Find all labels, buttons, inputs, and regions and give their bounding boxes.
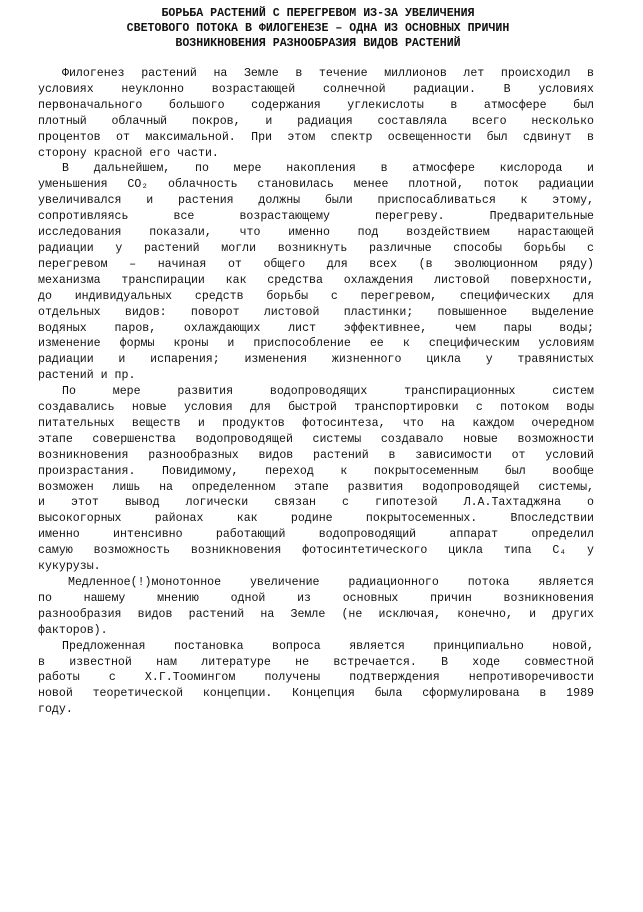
text-line: плотный облачный покров, и радиация составляла всего несколько (38, 114, 594, 128)
paragraph-2 (38, 161, 594, 384)
text-line: увеличивался и растения должны были приспосабливаться к этому, (38, 194, 594, 208)
text-line: Филогенез растений на Земле в течение миллионов лет происходил в (62, 67, 594, 80)
text-line: до индивидуальных средств борьбы с перегревом, специфических для (38, 289, 594, 303)
text-line: В дальнейшем, по мере накопления в атмосфере кислорода и (62, 162, 594, 176)
text-line: факторов). (38, 623, 108, 637)
document-body (38, 66, 594, 718)
text-line: исследования показали, что именно под воздействием нарастающей (38, 226, 594, 240)
text-line: этапе совершенства водопроводящей системы создавало новые возможности (38, 432, 594, 446)
text-line: Предложенная постановка вопроса является принципиально новой, (62, 639, 594, 653)
text-line: и этот вывод логически связан с гипотезой Л.А.Тахтаджяна о (38, 496, 594, 510)
text-line: радиации у растений могли возникнуть различные способы борьбы с (38, 241, 594, 255)
paragraph-3 (38, 384, 594, 575)
text-line: процентов от максимальной. При этом спектр освещенности был сдвинут в (38, 130, 594, 144)
text-line: растений и пр. (38, 369, 136, 383)
paragraph-1 (38, 66, 594, 161)
text-line: разнообразия видов растений на Земле (не исключая, конечно, и других (38, 607, 594, 621)
document-title (38, 6, 598, 51)
text-line: механизма транспирации как средства охлаждения листовой поверхности, (38, 273, 594, 287)
text-line: кукурузы. (38, 560, 101, 574)
paragraph-5 (38, 639, 594, 719)
text-line: году. (38, 703, 73, 717)
text-line: новой теоретической концепции. Концепция была сформулирована в 1989 (38, 687, 594, 701)
text-line: питательных веществ и продуктов фотосинтеза, что на каждом очередном (38, 416, 594, 430)
text-line: перегревом – начиная от общего для всех (в эволюционном ряду) (38, 257, 594, 271)
text-line: Медленное(!)монотонное увеличение радиационного потока является (68, 576, 594, 589)
text-line: сторону красной его части. (38, 146, 219, 160)
text-line: высокогорных районах как родине покрытосеменных. Впоследствии (38, 512, 594, 526)
text-line: возникновения разнообразных видов растений в зависимости от условий (38, 448, 594, 462)
text-line: уменьшения CO₂ облачность становилась менее плотной, поток радиации (38, 178, 594, 192)
title-line: СВЕТОВОГО ПОТОКА В ФИЛОГЕНЕЗЕ – ОДНА ИЗ ОСНОВНЫХ ПРИЧИН (126, 22, 510, 35)
text-line: изменение формы кроны и приспособление ее к специфическим условиям (38, 337, 594, 351)
text-line: условиях неуклонно возрастающей солнечной радиации. В условиях (38, 82, 594, 96)
title-line: БОРЬБА РАСТЕНИЙ С ПЕРЕГРЕВОМ ИЗ-ЗА УВЕЛИЧЕНИЯ (161, 7, 475, 20)
text-line: водяных паров, охлаждающих лист эффективнее, чем пары воды; (38, 321, 594, 335)
paragraph-4 (38, 575, 594, 639)
text-line: возможен лишь на определенном этапе развития водопроводящей системы, (38, 480, 594, 494)
text-line: в известной нам литературе не встречается. В ходе совместной (38, 655, 594, 669)
text-line: создавались новые условия для быстрой транспортировки с потоком воды (38, 401, 594, 415)
text-line: произрастания. Повидимому, переход к покрытосеменным был вообще (38, 464, 594, 478)
text-line: первоначального большого содержания углекислоты в атмосфере был (38, 98, 594, 112)
text-line: отдельных видов: поворот листовой пластинки; повышенное выделение (38, 305, 594, 319)
text-line: по нашему мнению одной из основных причин возникновения (38, 591, 594, 605)
text-line: радиации и испарения; изменения жизненного цикла у травянистых (38, 353, 594, 367)
text-line: именно интенсивно работающий водопроводящий аппарат определил (38, 528, 594, 542)
text-line: По мере развития водопроводящих транспирационных систем (62, 385, 594, 399)
text-line: сопротивляясь все возрастающему перегреву. Предварительные (38, 210, 594, 224)
text-line: самую возможность возникновения фотосинтетического цикла типа C₄ у (38, 544, 594, 558)
title-line: ВОЗНИКНОВЕНИЯ РАЗНООБРАЗИЯ ВИДОВ РАСТЕНИЙ (175, 37, 461, 50)
text-line: работы с Х.Г.Тоомингом получены подтверждения непротиворечивости (38, 671, 594, 685)
